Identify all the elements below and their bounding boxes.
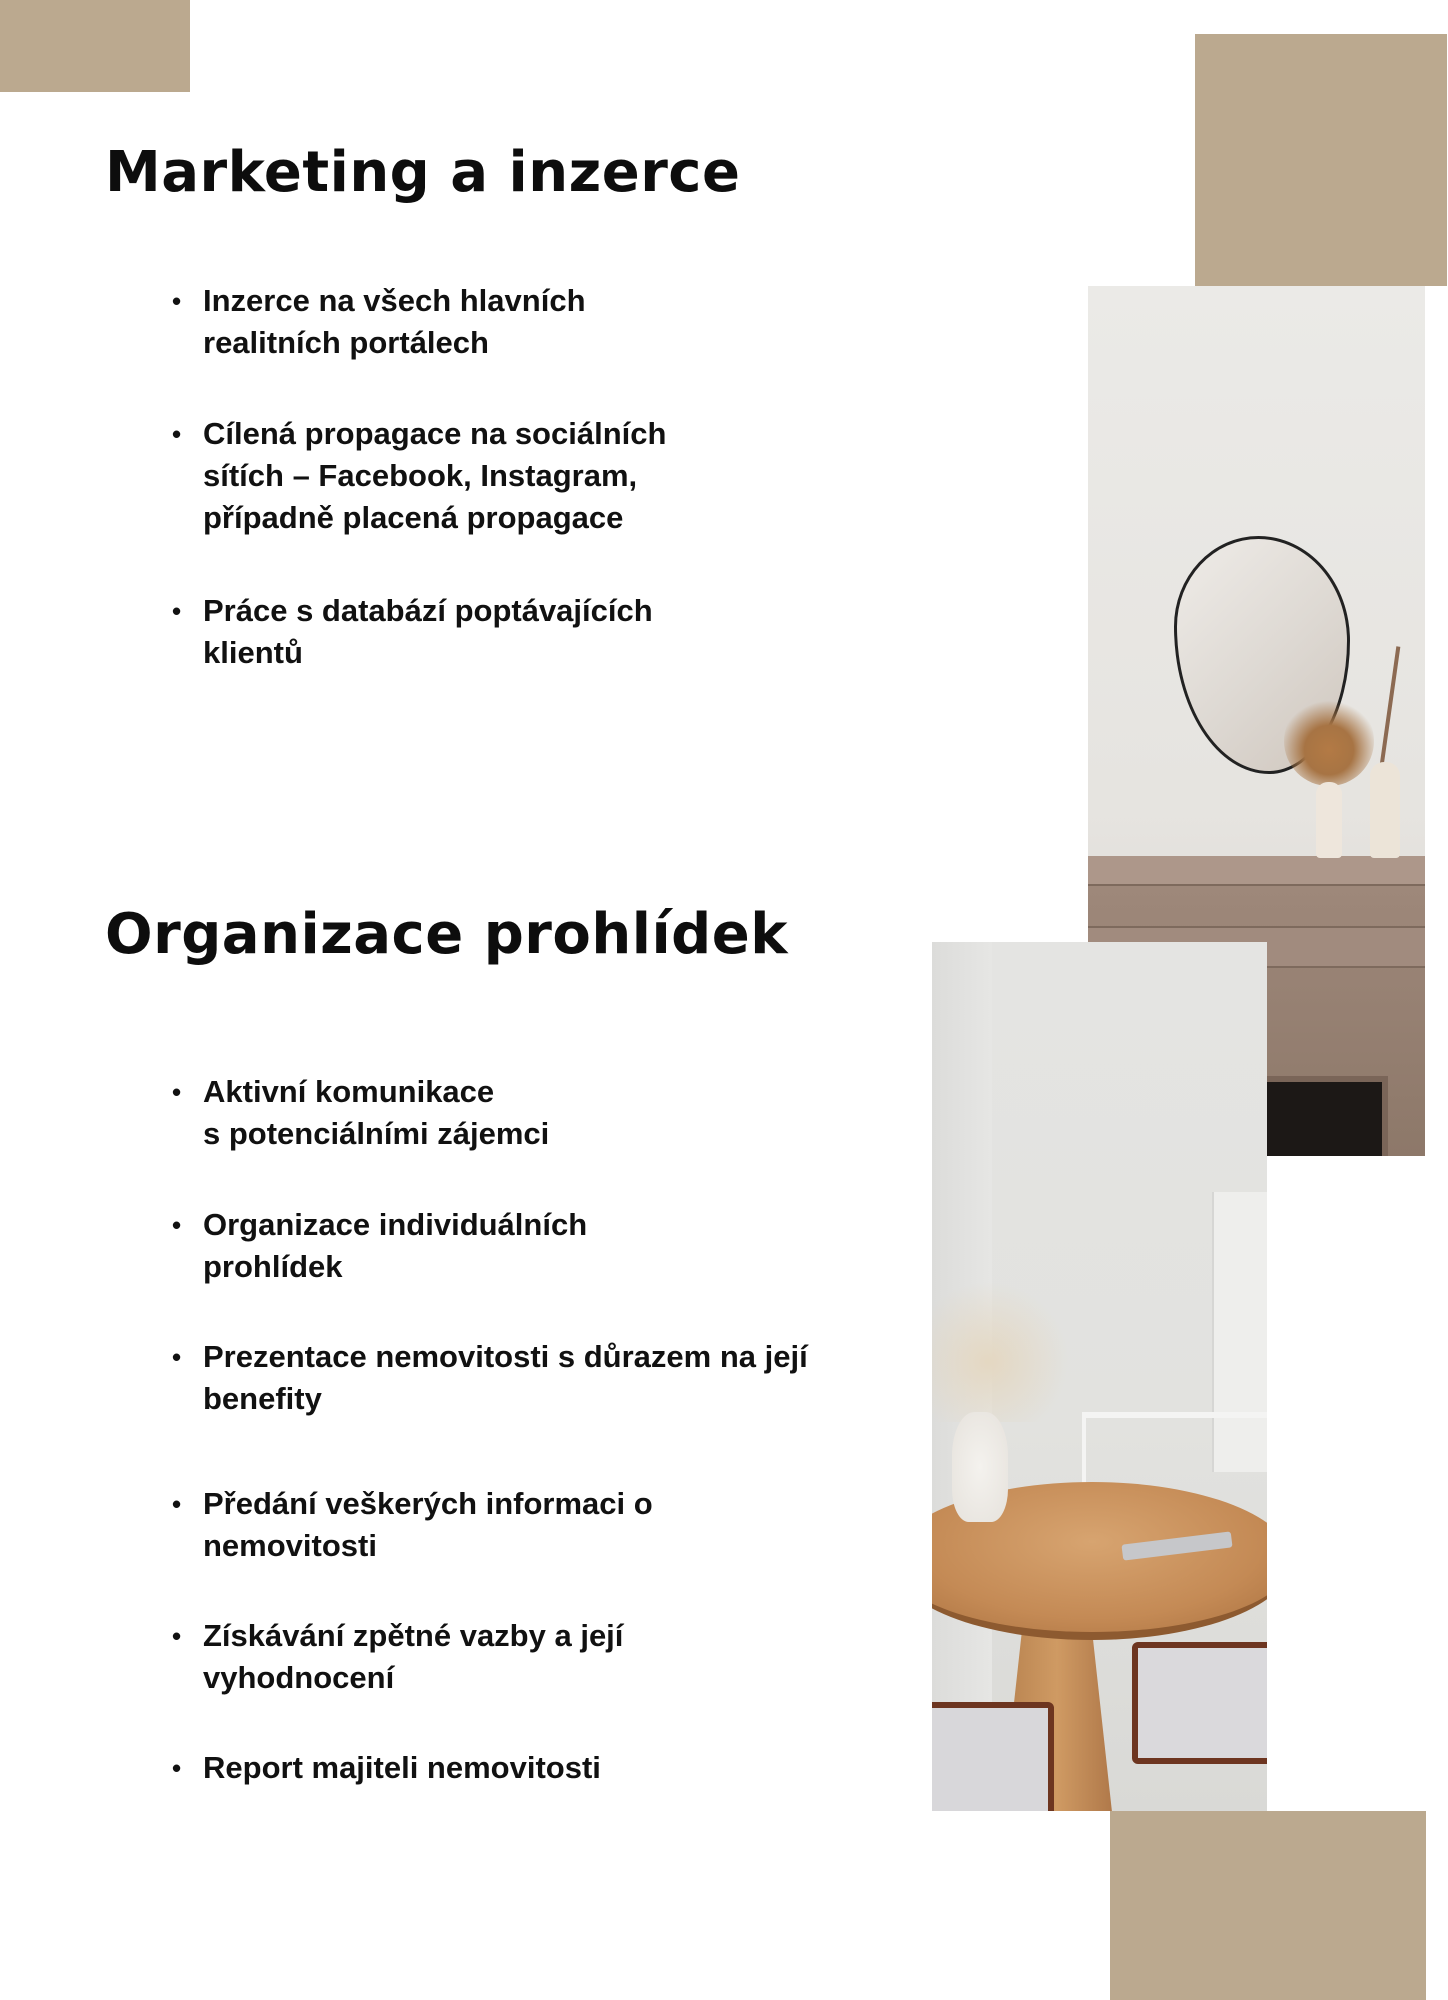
vase: [1370, 762, 1400, 858]
decor-block-bottom-right: [1110, 1811, 1426, 2000]
list-item: • Získávání zpětné vazby a její vyhodnocení: [172, 1615, 623, 1699]
list-item: • Aktivní komunikace s potenciálními zájemci: [172, 1071, 549, 1155]
chair: [1132, 1642, 1267, 1764]
vase: [1316, 782, 1342, 858]
list-item: • Cílená propagace na sociálních sítích – Facebook, Instagram, případně placená propagace: [172, 413, 666, 539]
vase: [952, 1412, 1008, 1522]
kitchen-counter: [1082, 1412, 1267, 1488]
chair: [932, 1702, 1054, 1811]
section-title-marketing: Marketing a inzerce: [105, 140, 741, 205]
mantel-shelf: [1088, 856, 1425, 886]
list-item: • Organizace individuálních prohlídek: [172, 1204, 587, 1288]
flower-stems: [1380, 646, 1401, 765]
list-item: • Prezentace nemovitosti s důrazem na její benefity: [172, 1336, 808, 1420]
list-item: • Předání veškerých informaci o nemovitosti: [172, 1483, 653, 1567]
list-item: • Report majiteli nemovitosti: [172, 1747, 601, 1789]
list-item: • Práce s databází poptávajících klientů: [172, 590, 653, 674]
decor-block-top-left: [0, 0, 190, 92]
dried-flowers: [1284, 696, 1374, 786]
dining-room-photo: [932, 942, 1267, 1811]
decor-block-top-right: [1195, 34, 1447, 286]
list-item: • Inzerce na všech hlavních realitních portálech: [172, 280, 586, 364]
section-title-prohlidky: Organizace prohlídek: [105, 902, 788, 967]
dried-grass: [932, 1272, 1072, 1422]
